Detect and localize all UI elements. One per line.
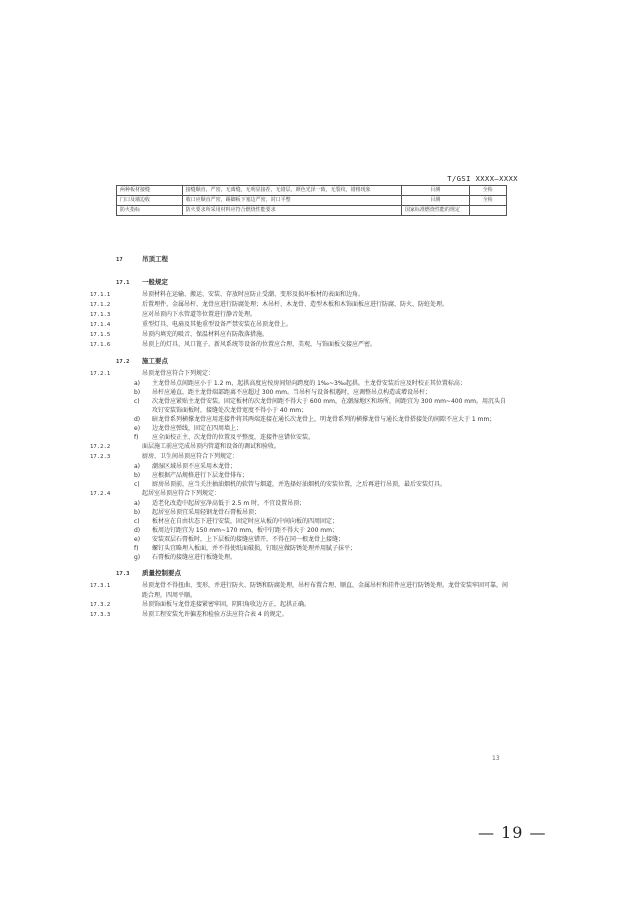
clause-number: 17.2.2 bbox=[90, 444, 111, 450]
clause bbox=[90, 320, 509, 330]
clause-number: 17.3.2 bbox=[90, 602, 111, 608]
clause-number: 17.1.1 bbox=[90, 292, 111, 298]
clause bbox=[90, 489, 509, 499]
clause-text: 起居室吊顶应符合下列规定： bbox=[142, 490, 221, 497]
subsection-title: 一般规定 bbox=[142, 278, 168, 286]
list-item bbox=[116, 517, 509, 526]
clause-text: 吊顶内填充的吸音、保温材料应有防散落措施。 bbox=[142, 331, 269, 338]
section-number: 17 bbox=[116, 257, 123, 263]
clause bbox=[90, 300, 509, 310]
subsection-number: 17.1 bbox=[116, 280, 130, 286]
section-heading bbox=[116, 254, 509, 263]
list-marker: f) bbox=[134, 434, 139, 441]
clause-text: 吊顶上的灯具、风口篦子、新风系统等设备的位置应合理、美观，与饰面板交接应严密。 bbox=[142, 341, 377, 348]
list-text: 应根据产品规格进行下层龙骨排布； bbox=[152, 472, 249, 479]
clause-text: 后置埋件、金属吊杆、龙骨应进行防腐处理；木吊杆、木龙骨、造型木板和木饰面板应进行防腐、防火、防蛀处理。 bbox=[142, 301, 449, 308]
clause bbox=[90, 581, 509, 600]
subsection-heading-construction bbox=[116, 356, 509, 365]
table-cell-scope: 全检 bbox=[469, 196, 506, 206]
list-marker: g) bbox=[134, 554, 141, 561]
inspection-table bbox=[116, 185, 507, 216]
clause bbox=[90, 610, 509, 620]
list-marker: d) bbox=[134, 416, 141, 423]
table-cell-scope bbox=[469, 206, 506, 216]
list-marker: c) bbox=[134, 398, 140, 405]
clause bbox=[90, 600, 509, 610]
list-text: 石膏板的接缝应进行板缝处理。 bbox=[152, 554, 237, 561]
list-item bbox=[116, 499, 509, 508]
list-item bbox=[116, 544, 509, 553]
clause-text: 吊顶材料在运输、搬运、安装、存放时应防止受潮、变形及损坏板材的表面和边角。 bbox=[142, 291, 365, 298]
clause-text: 吊顶饰面板与龙骨连接紧密牢固，阴阳角收边方正，起拱正确。 bbox=[142, 601, 311, 608]
list-item bbox=[116, 526, 509, 535]
subsection-title: 质量控制要点 bbox=[142, 569, 181, 577]
clause-text: 应对吊顶内下水管道等位置进行静音处理。 bbox=[142, 311, 257, 318]
clause-number: 17.1.4 bbox=[90, 322, 111, 328]
list-item bbox=[116, 388, 509, 397]
table-cell-requirement: 防火要求所采用材料应符合燃烧性能要求 bbox=[182, 206, 401, 216]
clause-text: 吊顶龙骨应符合下列规定： bbox=[142, 370, 215, 377]
document-body bbox=[90, 254, 509, 620]
list-text: 应全面校正主、次龙骨的位置及平整度，连接件应错位安装。 bbox=[152, 434, 315, 441]
subsection-heading-general bbox=[116, 277, 509, 286]
list-text: 安装双层石膏板时，上下层板的接缝应错开，不得在同一根龙骨上接缝； bbox=[152, 536, 345, 543]
list-item bbox=[116, 397, 509, 415]
table-cell-requirement: 接缝顺直，严密，无离缝，无明显接茬，无错层，颜色光泽一致，无裂纹，错格现象 bbox=[182, 186, 401, 196]
list-text: 潮湿区域吊顶不应采用木龙骨； bbox=[152, 463, 237, 470]
list-text: 暗龙骨系列横撑龙骨应用连接件将其两端连接在通长次龙骨上，明龙骨系列的横撑龙骨与通长龙骨搭接处的间隙不应大于 1 mm； bbox=[152, 416, 496, 423]
list-marker: c) bbox=[134, 518, 140, 525]
table-cell-item: 门口及墙边收 bbox=[117, 196, 183, 206]
list-text: 螺钉头宜略埋入板面，并不得使纸面破损，钉眼应做防锈处理并用腻子抹平； bbox=[152, 545, 357, 552]
list-text: 板周边钉距宜为 150 mm~170 mm，板中钉距不得大于 200 mm； bbox=[152, 527, 338, 534]
list-text: 主龙骨吊点间距应小于 1.2 m，起拱高度应按房间短向跨度的 1‰~3‰起拱。主龙骨安装后应及时校正其位置标高； bbox=[152, 380, 466, 387]
list-marker: a) bbox=[134, 380, 141, 387]
list-text: 吊杆应通直，距主龙骨端部距离不应超过 300 mm。当吊杆与设备相遇时，应调整吊点构造或增设吊杆； bbox=[152, 389, 431, 396]
table-cell-requirement: 收口应顺直严密，踢脚板下塞边严密，封口平整 bbox=[182, 196, 401, 206]
clause-text: 吊顶工程安装允许偏差和检验方法应符合表 4 的规定。 bbox=[142, 611, 288, 618]
section-title: 吊顶工程 bbox=[142, 255, 168, 263]
list-text: 板材应在自由状态下进行安装，固定时应从板的中间向板的四周固定； bbox=[152, 518, 339, 525]
clause-number: 17.3.3 bbox=[90, 612, 111, 618]
clause-text: 厨房、卫生间吊顶应符合下列规定： bbox=[142, 453, 239, 460]
list-marker: b) bbox=[134, 389, 141, 396]
clause-number: 17.1.5 bbox=[90, 332, 111, 338]
list-text: 厨房吊顶前，应当关注抽油烟机的软管与烟道，并选择好油烟机的安装位置，之后再进行吊顶，最后安装灯具。 bbox=[152, 481, 447, 488]
clause-number: 17.3.1 bbox=[90, 583, 111, 589]
table-cell-method: 国家标准燃烧性能的规定 bbox=[401, 206, 469, 216]
list-item bbox=[116, 415, 509, 424]
clause-number: 17.1.3 bbox=[90, 312, 111, 318]
list-item bbox=[116, 433, 509, 442]
clause bbox=[90, 290, 509, 300]
document-code: T/GSI XXXX—XXXX bbox=[447, 175, 518, 183]
list-item bbox=[116, 480, 509, 489]
list-marker: d) bbox=[134, 527, 141, 534]
clause bbox=[90, 452, 509, 462]
page-number: — 19 — bbox=[478, 823, 547, 842]
clause-number: 17.2.1 bbox=[90, 371, 111, 377]
list-text: 起居室吊顶宜采用轻钢龙骨石膏板吊顶； bbox=[152, 509, 261, 516]
clause bbox=[90, 442, 509, 452]
list-marker: e) bbox=[134, 536, 141, 543]
list-item bbox=[116, 508, 509, 517]
list-marker: c) bbox=[134, 481, 140, 488]
inner-page-number: 13 bbox=[492, 755, 500, 762]
table-row bbox=[117, 196, 507, 206]
clause-number: 17.1.2 bbox=[90, 302, 111, 308]
list-item bbox=[116, 424, 509, 433]
clause bbox=[90, 340, 509, 350]
list-marker: e) bbox=[134, 425, 141, 432]
clause-number: 17.1.6 bbox=[90, 342, 111, 348]
table-cell-item: 防火指标 bbox=[117, 206, 183, 216]
list-item bbox=[116, 535, 509, 544]
list-item bbox=[116, 379, 509, 388]
list-marker: b) bbox=[134, 472, 141, 479]
list-marker: a) bbox=[134, 500, 141, 507]
table-cell-method: 目测 bbox=[401, 196, 469, 206]
table-cell-scope: 全检 bbox=[469, 186, 506, 196]
list-item bbox=[116, 471, 509, 480]
list-text: 适老化改造中起居室净高低于 2.5 m 时，不宜设置吊顶； bbox=[152, 500, 306, 507]
list-item bbox=[116, 462, 509, 471]
clause bbox=[90, 310, 509, 320]
subsection-title: 施工要点 bbox=[142, 357, 168, 365]
list-text: 次龙骨应紧贴主龙骨安装。固定板材的次龙骨间距不得大于 600 mm，在潮湿地区和场所，间距宜为 300 mm~400 mm。用沉头自攻钉安装饰面板时，接缝处次龙骨宽度不得小于 40 mm； bbox=[152, 398, 506, 414]
list-marker: a) bbox=[134, 463, 141, 470]
clause bbox=[90, 330, 509, 340]
subsection-number: 17.3 bbox=[116, 571, 130, 577]
table-cell-item: 两种板材接缝 bbox=[117, 186, 183, 196]
clause bbox=[90, 369, 509, 379]
list-marker: b) bbox=[134, 509, 141, 516]
clause-number: 17.2.3 bbox=[90, 454, 111, 460]
clause-text: 吊顶龙骨不得扭曲、变形，并进行防火、防锈和防腐处理，吊杆布置合理、顺直，金属吊杆和挂件应进行防锈处理。龙骨安装牢固可靠，间距合理，四周平顺。 bbox=[142, 582, 509, 599]
clause-text: 面层施工前应完成吊顶内管道和设备的调试和验收。 bbox=[142, 443, 281, 450]
table-cell-method: 目测 bbox=[401, 186, 469, 196]
list-marker: f) bbox=[134, 545, 139, 552]
table-row bbox=[117, 186, 507, 196]
subsection-heading-quality bbox=[116, 568, 509, 577]
clause-text: 重型灯具、电扇及其他重型设备严禁安装在吊顶龙骨上。 bbox=[142, 321, 293, 328]
table-row bbox=[117, 206, 507, 216]
list-text: 边龙骨应弹线，固定在四周墙上； bbox=[152, 425, 243, 432]
list-item bbox=[116, 553, 509, 562]
clause-number: 17.2.4 bbox=[90, 491, 111, 497]
subsection-number: 17.2 bbox=[116, 359, 130, 365]
